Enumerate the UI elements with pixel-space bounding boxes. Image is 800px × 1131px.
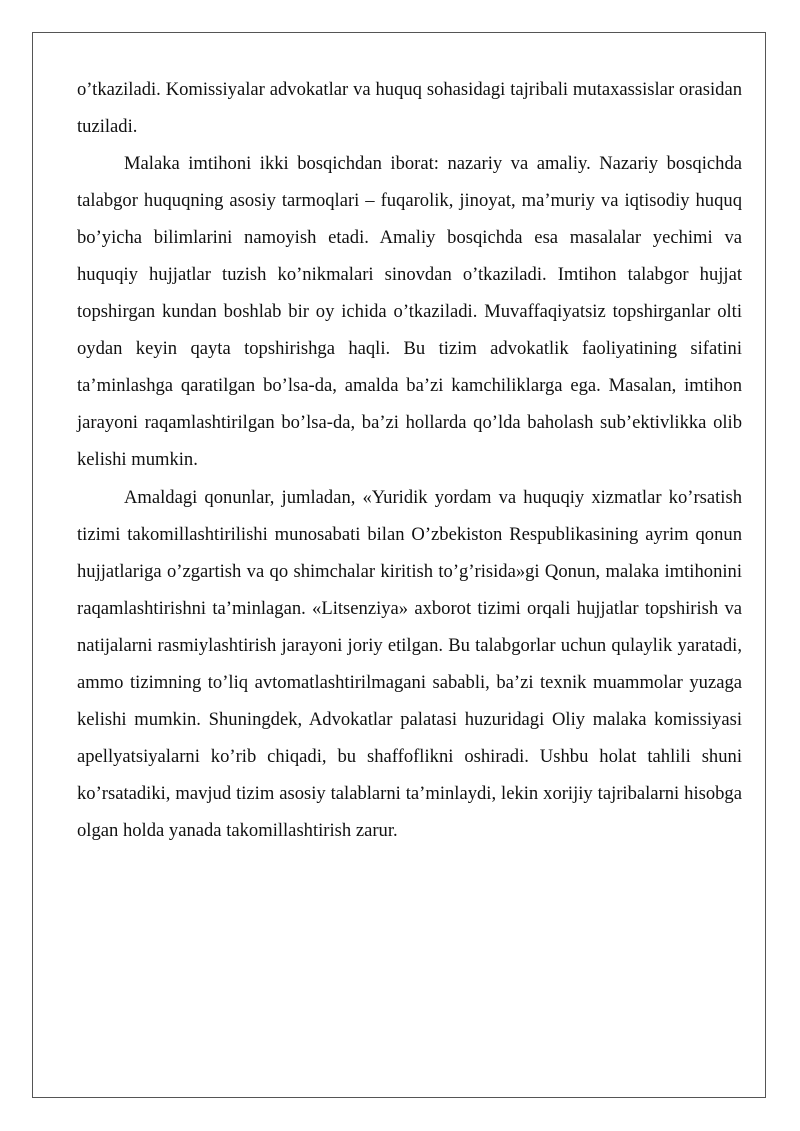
document-body — [77, 71, 742, 849]
paragraph-continuation: o’tkaziladi. Komissiyalar advokatlar va huquq sohasidagi tajribali mutaxassislar orasidan tuziladi. — [77, 79, 742, 138]
paragraph-current-laws: Amaldagi qonunlar, jumladan, «Yuridik yordam va huquqiy xizmatlar ko’rsatish tizimi takomillashtirilishi munosabati bilan O’zbekiston Respublikasining ayrim qonun hujjatlariga o’zgartish va qo shimchalar kiritish to’g’risida»gi Qonun, malaka imtihonini raqamlashtirishni ta’minlagan. «Litsenziya» axborot tizimi orqali hujjatlar topshirish va natijalarni rasmiylashtirish jarayoni joriy etilgan. Bu talabgorlar uchun qulaylik yaratadi, ammo tizimning to’liq avtomatlashtirilmagani sababli, ba’zi texnik muammolar yuzaga kelishi mumkin. Shuningdek, Advokatlar palatasi huzuridagi Oliy malaka komissiyasi apellyatsiyalarni ko’rib chiqadi, bu shaffoflikni oshiradi. Ushbu holat tahlili shuni ko’rsatadiki, mavjud tizim asosiy talablarni ta’minlaydi, lekin xorijiy tajribalarni hisobga olgan holda yanada takomillashtirish zarur. — [77, 486, 742, 841]
paragraph-exam-stages: Malaka imtihoni ikki bosqichdan iborat: nazariy va amaliy. Nazariy bosqichda talabgor huquqning asosiy tarmoqlari – fuqarolik, jinoyat, ma’muriy va iqtisodiy huquq bo’yicha bilimlarini namoyish etadi. Amaliy bosqichda esa masalalar yechimi va huquqiy hujjatlar tuzish ko’nikmalari sinovdan o’tkaziladi. Imtihon talabgor hujjat topshirgan kundan boshlab bir oy ichida o’tkaziladi. Muvaffaqiyatsiz topshirganlar olti oydan keyin qayta topshirishga haqli. Bu tizim advokatlik faoliyatining sifatini ta’minlashga qaratilgan bo’lsa-da, amalda ba’zi kamchiliklarga ega. Masalan, imtihon jarayoni raqamlashtirilgan bo’lsa-da, ba’zi hollarda qo’lda baholash sub’ektivlikka olib kelishi mumkin. — [77, 153, 742, 471]
